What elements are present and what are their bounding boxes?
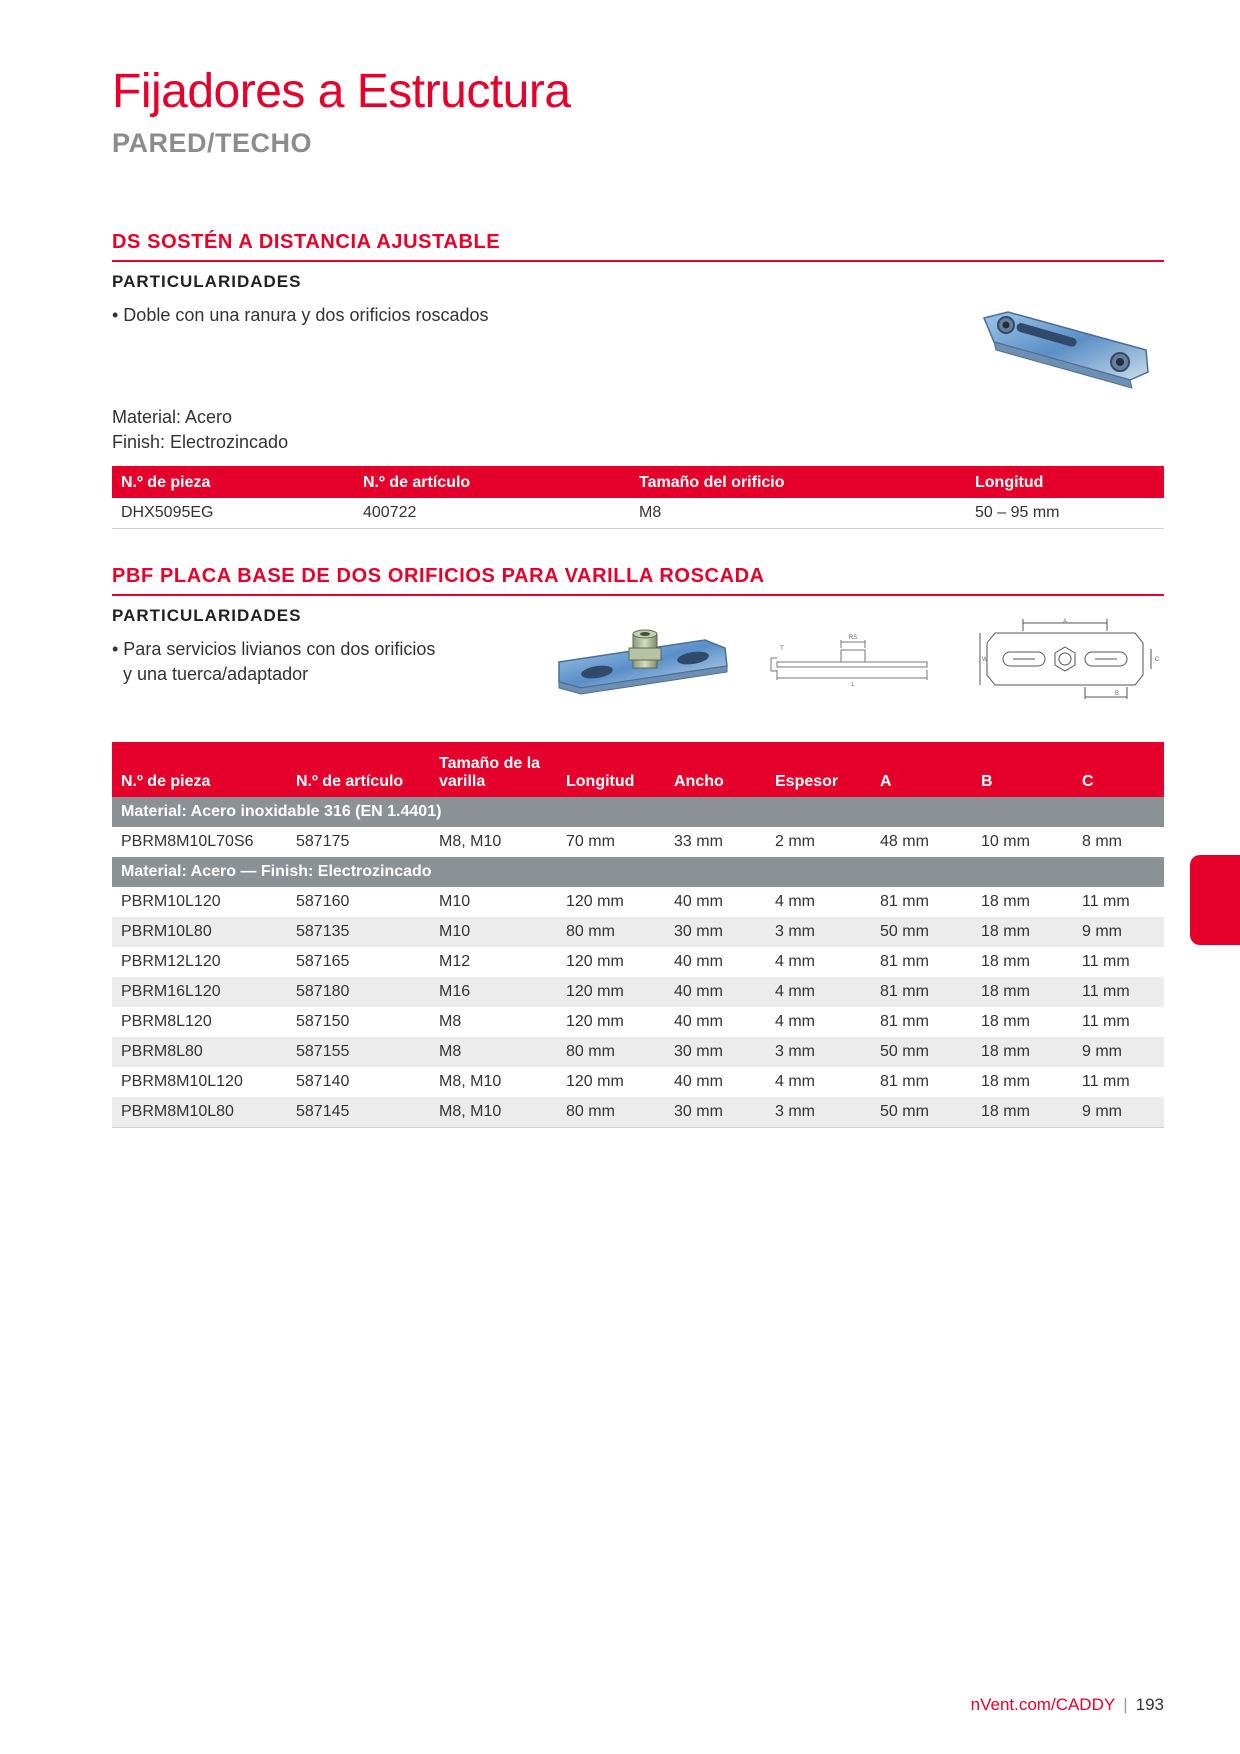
table-cell: 587140 <box>296 1073 350 1090</box>
table-cell: 4 mm <box>775 1073 815 1090</box>
table-cell: 48 mm <box>880 833 929 850</box>
table-row <box>112 1037 1164 1067</box>
table-cell: 3 mm <box>766 917 871 947</box>
table-cell: 8 mm <box>1082 833 1122 850</box>
table-cell: M8, M10 <box>430 1097 557 1127</box>
table-cell: M8, M10 <box>439 1073 502 1090</box>
table-cell: 120 mm <box>566 1073 624 1090</box>
table-cell: PBRM8M10L70S6 <box>121 833 254 850</box>
drawing-label-b: B <box>1114 691 1120 697</box>
table-cell: 9 mm <box>1073 1097 1164 1127</box>
table-cell: 50 mm <box>871 1037 972 1067</box>
table-cell: M8 <box>630 498 966 528</box>
pbf-spec-table <box>112 742 1164 1128</box>
table-cell: 80 mm <box>557 1037 665 1067</box>
table-cell: 3 mm <box>766 1037 871 1067</box>
table-cell: 18 mm <box>981 1013 1030 1030</box>
table-cell: 3 mm <box>766 1097 871 1127</box>
table-cell: 18 mm <box>972 917 1073 947</box>
drawing-label-c: C <box>1154 657 1160 663</box>
table-cell: 81 mm <box>880 1073 929 1090</box>
footer-separator: | <box>1123 1695 1128 1714</box>
finish-ds: Finish: Electrozincado <box>112 432 289 452</box>
table-cell: 40 mm <box>674 953 723 970</box>
features-heading-ds: PARTICULARIDADES <box>112 272 302 291</box>
page-number: 193 <box>1135 1695 1164 1714</box>
pbf-side-view-drawing <box>765 628 935 688</box>
table-cell: 33 mm <box>674 833 723 850</box>
table-cell: 400722 <box>354 498 630 528</box>
drawing-label-rs: RS <box>848 635 858 641</box>
material-group-row <box>112 857 1164 887</box>
column-header-rod-size <box>430 742 557 797</box>
feature-item-pbf-line2: y una tuerca/adaptador <box>123 664 309 684</box>
table-cell: M8, M10 <box>439 833 502 850</box>
table-cell: 81 mm <box>880 893 929 910</box>
table-cell: PBRM8M10L120 <box>121 1073 243 1090</box>
section-heading-ds: DS SOSTÉN A DISTANCIA AJUSTABLE <box>112 231 1164 262</box>
table-cell: 18 mm <box>972 977 1073 1007</box>
material-group-row <box>112 797 1164 827</box>
column-header-rod-size-line2: varilla <box>439 773 486 790</box>
feature-item-ds: • Doble con una ranura y dos orificios roscados <box>112 305 489 325</box>
table-cell: 18 mm <box>981 893 1030 910</box>
table-cell: PBRM10L80 <box>112 917 287 947</box>
table-row <box>112 498 1164 528</box>
table-cell: 587150 <box>296 1013 350 1030</box>
table-cell: 4 mm <box>775 953 815 970</box>
table-cell: M12 <box>439 953 471 970</box>
table-cell: 11 mm <box>1082 1013 1130 1030</box>
section-side-tab <box>1190 855 1240 945</box>
column-header-part-number: N.º de pieza <box>112 466 354 498</box>
table-cell: 4 mm <box>766 977 871 1007</box>
footer-site-link[interactable]: nVent.com/CADDY <box>970 1695 1116 1714</box>
page-subtitle: PARED/TECHO <box>112 128 313 158</box>
table-cell: 587165 <box>296 953 350 970</box>
ds-spec-table <box>112 466 1164 529</box>
table-cell: 50 – 95 mm <box>966 498 1164 528</box>
material-group-label: Material: Acero inoxidable 316 (EN 1.4401) <box>112 797 1164 827</box>
table-cell: 587180 <box>287 977 430 1007</box>
table-cell: M10 <box>439 893 471 910</box>
table-cell: 18 mm <box>981 1073 1030 1090</box>
table-cell: 11 mm <box>1082 893 1130 910</box>
table-cell: 9 mm <box>1073 1037 1164 1067</box>
table-cell: M8 <box>430 1037 557 1067</box>
table-cell: 50 mm <box>871 917 972 947</box>
table-cell: PBRM16L120 <box>112 977 287 1007</box>
table-cell: DHX5095EG <box>112 498 354 528</box>
table-cell: 9 mm <box>1073 917 1164 947</box>
table-cell: 120 mm <box>557 977 665 1007</box>
pbf-plate-image <box>555 622 730 702</box>
ds-bracket-image <box>970 300 1160 400</box>
material-group-label: Material: Acero — Finish: Electrozincado <box>112 857 1164 887</box>
table-cell: 40 mm <box>665 977 766 1007</box>
table-cell: M16 <box>430 977 557 1007</box>
table-cell: 4 mm <box>775 893 815 910</box>
table-cell: 120 mm <box>566 953 624 970</box>
material-ds: Material: Acero <box>112 407 233 427</box>
table-cell: M10 <box>430 917 557 947</box>
table-cell: PBRM12L120 <box>121 953 221 970</box>
table-cell: PBRM8M10L80 <box>112 1097 287 1127</box>
table-cell: M8 <box>439 1013 462 1030</box>
table-cell: 40 mm <box>674 1013 723 1030</box>
column-header-length: Longitud <box>966 466 1164 498</box>
table-cell: 80 mm <box>557 1097 665 1127</box>
table-cell: PBRM8L120 <box>121 1013 212 1030</box>
table-cell: 4 mm <box>775 1013 815 1030</box>
column-header-rod-size-line1: Tamaño de la <box>439 755 541 772</box>
table-row <box>112 1007 1164 1037</box>
table-row <box>112 827 1164 857</box>
drawing-label-t: T <box>780 646 784 652</box>
drawing-label-a: A <box>1062 619 1068 625</box>
page-title: Fijadores a Estructura <box>112 65 571 118</box>
table-cell: 11 mm <box>1082 953 1130 970</box>
column-header-b: B <box>972 742 1073 797</box>
table-cell: 120 mm <box>566 893 624 910</box>
pbf-top-view-drawing <box>975 615 1165 705</box>
table-cell: 50 mm <box>871 1097 972 1127</box>
table-cell: 120 mm <box>566 1013 624 1030</box>
table-cell: 30 mm <box>665 917 766 947</box>
features-heading-pbf: PARTICULARIDADES <box>112 606 302 625</box>
table-cell: 40 mm <box>674 1073 723 1090</box>
feature-item-pbf-line1: • Para servicios livianos con dos orificios <box>112 639 436 659</box>
column-header-article-number: N.º de artículo <box>287 742 430 797</box>
table-cell: 80 mm <box>557 917 665 947</box>
table-cell: 81 mm <box>871 977 972 1007</box>
table-row <box>112 887 1164 917</box>
table-cell: 18 mm <box>972 1097 1073 1127</box>
drawing-label-l: L <box>851 682 855 688</box>
table-cell: 30 mm <box>665 1097 766 1127</box>
table-cell: 30 mm <box>665 1037 766 1067</box>
table-row <box>112 1067 1164 1097</box>
table-cell: 587135 <box>287 917 430 947</box>
column-header-thickness: Espesor <box>766 742 871 797</box>
table-cell: PBRM10L120 <box>121 893 221 910</box>
column-header-width: Ancho <box>665 742 766 797</box>
table-cell: 18 mm <box>981 953 1030 970</box>
table-cell: 587160 <box>296 893 350 910</box>
section-heading-pbf: PBF PLACA BASE DE DOS ORIFICIOS PARA VARILLA ROSCADA <box>112 565 1164 596</box>
table-row <box>112 947 1164 977</box>
column-header-article-number: N.º de artículo <box>354 466 630 498</box>
table-cell: 11 mm <box>1073 977 1164 1007</box>
table-row <box>112 917 1164 947</box>
table-row <box>112 977 1164 1007</box>
table-cell: 40 mm <box>674 893 723 910</box>
table-cell: PBRM8L80 <box>112 1037 287 1067</box>
table-cell: 11 mm <box>1082 1073 1130 1090</box>
table-cell: 70 mm <box>566 833 615 850</box>
table-cell: 2 mm <box>775 833 815 850</box>
page-footer <box>971 1695 1164 1715</box>
column-header-a: A <box>871 742 972 797</box>
table-cell: 587175 <box>296 833 350 850</box>
table-cell: 10 mm <box>981 833 1030 850</box>
table-cell: 81 mm <box>880 953 929 970</box>
table-cell: 81 mm <box>880 1013 929 1030</box>
column-header-c: C <box>1073 742 1164 797</box>
table-cell: 587145 <box>287 1097 430 1127</box>
drawing-label-w: W <box>982 657 988 663</box>
table-cell: 587155 <box>287 1037 430 1067</box>
column-header-length: Longitud <box>557 742 665 797</box>
table-cell: 18 mm <box>972 1037 1073 1067</box>
column-header-part-number: N.º de pieza <box>112 742 287 797</box>
table-row <box>112 1097 1164 1127</box>
column-header-hole-size: Tamaño del orificio <box>630 466 966 498</box>
